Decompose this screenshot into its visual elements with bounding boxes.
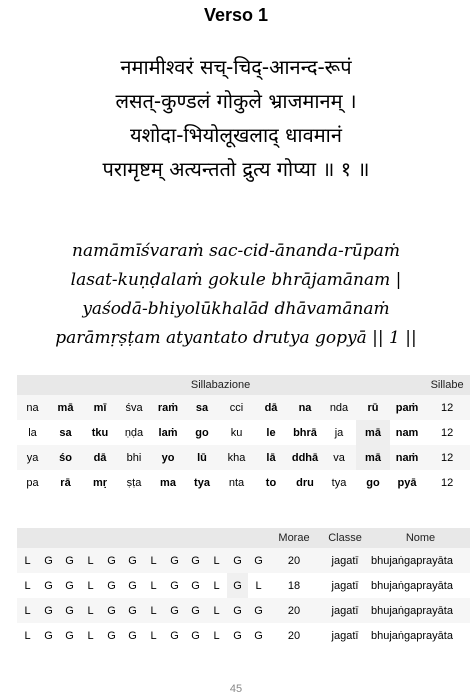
meter-pattern-cell: G (185, 623, 206, 648)
meter-pattern-cell: G (248, 548, 269, 573)
syllable-cell: śo (48, 445, 83, 470)
meter-pattern-cell: G (227, 548, 248, 573)
meter-class-cell: jagatī (319, 598, 371, 623)
syllable-cell: mā (48, 395, 83, 420)
meter-pattern-cell: G (164, 623, 185, 648)
devanagari-line: यशोदा-भियोलूखलाद् धावमानं (130, 123, 342, 147)
meter-class-cell: jagatī (319, 623, 371, 648)
meter-pattern-cell: L (80, 548, 101, 573)
meter-pattern-cell: L (206, 598, 227, 623)
meter-pattern-cell: G (122, 623, 143, 648)
meter-pattern-cell: G (122, 548, 143, 573)
meter-pattern-cell: G (227, 573, 248, 598)
transliteration-line: parāmṛṣṭam atyantato drutya gopyā || 1 || (55, 328, 417, 348)
syllable-count-header: Sillabe (424, 375, 470, 395)
page-number: 45 (229, 683, 243, 695)
meter-pattern-cell: G (227, 598, 248, 623)
syllable-cell: nta (219, 470, 254, 495)
meter-morae-cell: 20 (269, 598, 319, 623)
meter-pattern-cell: L (17, 623, 38, 648)
meter-pattern-cell: L (80, 573, 101, 598)
syllable-cell: ddhā (288, 445, 322, 470)
meter-pattern-cell: L (143, 548, 164, 573)
syllable-cell: raṁ (151, 395, 185, 420)
meter-header-row (17, 528, 470, 548)
meter-name-cell: bhujaṅgaprayāta (371, 548, 470, 573)
syllabification-row (17, 470, 470, 495)
devanagari-line: लसत्-कुण्डलं गोकुले भ्राजमानम् । (115, 89, 357, 113)
transliteration-line: yaśodā-bhiyolūkhalād dhāvamānaṁ (82, 299, 390, 319)
meter-header-blank (17, 528, 269, 548)
name-header: Nome (371, 528, 470, 548)
syllable-cell: mā (356, 420, 390, 445)
syllable-cell: tku (83, 420, 117, 445)
syllable-cell: rā (48, 470, 83, 495)
meter-class-cell: jagatī (319, 548, 371, 573)
syllable-cell: ya (17, 445, 48, 470)
syllable-cell: dru (288, 470, 322, 495)
meter-pattern-cell: L (143, 598, 164, 623)
syllable-cell: le (254, 420, 288, 445)
meter-pattern-cell: G (38, 623, 59, 648)
devanagari-line: नमामीश्वरं सच्-चिद्-आनन्द-रूपं (120, 55, 352, 79)
meter-name-cell: bhujaṅgaprayāta (371, 623, 470, 648)
syllable-cell: śva (117, 395, 151, 420)
meter-pattern-cell: G (122, 573, 143, 598)
syllable-cell: pa (17, 470, 48, 495)
syllable-cell: to (254, 470, 288, 495)
meter-pattern-cell: L (80, 623, 101, 648)
syllable-cell: bhrā (288, 420, 322, 445)
meter-pattern-cell: G (185, 598, 206, 623)
transliteration-line: namāmīśvaraṁ sac-cid-ānanda-rūpaṁ (72, 241, 400, 261)
syllable-cell: va (322, 445, 356, 470)
syllable-cell: tya (322, 470, 356, 495)
meter-pattern-cell: G (185, 573, 206, 598)
syllable-cell: pyā (390, 470, 424, 495)
meter-row (17, 598, 470, 623)
meter-pattern-cell: L (17, 573, 38, 598)
meter-pattern-cell: L (143, 573, 164, 598)
syllable-cell: laṁ (151, 420, 185, 445)
meter-pattern-cell: G (185, 548, 206, 573)
syllable-count-cell: 12 (424, 395, 470, 420)
meter-morae-cell: 18 (269, 573, 319, 598)
syllable-cell: cci (219, 395, 254, 420)
meter-pattern-cell: G (164, 598, 185, 623)
meter-pattern-cell: G (38, 598, 59, 623)
meter-row (17, 548, 470, 573)
verse-title: Verso 1 (203, 5, 269, 25)
syllabification-table (17, 375, 470, 495)
meter-row (17, 573, 470, 598)
syllable-cell: mī (83, 395, 117, 420)
meter-pattern-cell: L (17, 548, 38, 573)
meter-pattern-cell: G (227, 623, 248, 648)
meter-pattern-cell: G (122, 598, 143, 623)
meter-pattern-cell: G (101, 623, 122, 648)
syllable-cell: la (17, 420, 48, 445)
transliteration-line: lasat-kuṇḍalaṁ gokule bhrājamānam | (70, 270, 402, 290)
meter-name-cell: bhujaṅgaprayāta (371, 598, 470, 623)
meter-pattern-cell: G (164, 573, 185, 598)
transliteration-verse (0, 237, 472, 353)
syllabification-header-row (17, 375, 470, 395)
morae-header: Morae (269, 528, 319, 548)
meter-table (17, 528, 470, 648)
meter-pattern-cell: G (101, 548, 122, 573)
syllable-cell: go (356, 470, 390, 495)
meter-morae-cell: 20 (269, 548, 319, 573)
syllable-cell: na (288, 395, 322, 420)
meter-pattern-cell: G (248, 623, 269, 648)
meter-pattern-cell: L (17, 598, 38, 623)
syllable-cell: rū (356, 395, 390, 420)
syllable-cell: go (185, 420, 219, 445)
syllabification-header: Sillabazione (17, 375, 424, 395)
syllable-cell: ma (151, 470, 185, 495)
syllable-cell: lū (185, 445, 219, 470)
meter-pattern-cell: L (80, 598, 101, 623)
syllable-cell: paṁ (390, 395, 424, 420)
meter-pattern-cell: L (143, 623, 164, 648)
syllabification-row (17, 445, 470, 470)
meter-pattern-cell: G (59, 548, 80, 573)
meter-pattern-cell: L (206, 623, 227, 648)
syllable-cell: sa (185, 395, 219, 420)
syllable-cell: bhi (117, 445, 151, 470)
syllable-cell: mā (356, 445, 390, 470)
meter-pattern-cell: G (164, 548, 185, 573)
meter-morae-cell: 20 (269, 623, 319, 648)
syllable-cell: ṣṭa (117, 470, 151, 495)
syllable-cell: dā (83, 445, 117, 470)
meter-pattern-cell: G (59, 573, 80, 598)
syllable-count-cell: 12 (424, 445, 470, 470)
syllable-cell: lā (254, 445, 288, 470)
devanagari-line: परामृष्टम् अत्यन्ततो द्रुत्य गोप्या ॥ १ ॥ (102, 157, 370, 181)
meter-row (17, 623, 470, 648)
syllabification-row (17, 395, 470, 420)
syllable-cell: mṛ (83, 470, 117, 495)
meter-pattern-cell: L (206, 548, 227, 573)
meter-pattern-cell: G (101, 598, 122, 623)
syllable-count-cell: 12 (424, 420, 470, 445)
meter-name-cell: bhujaṅgaprayāta (371, 573, 470, 598)
class-header: Classe (319, 528, 371, 548)
syllable-cell: dā (254, 395, 288, 420)
syllable-cell: nda (322, 395, 356, 420)
syllable-cell: na (17, 395, 48, 420)
syllable-cell: nam (390, 420, 424, 445)
meter-class-cell: jagatī (319, 573, 371, 598)
meter-pattern-cell: L (206, 573, 227, 598)
meter-pattern-cell: G (248, 598, 269, 623)
syllable-cell: ṇḍa (117, 420, 151, 445)
syllable-cell: yo (151, 445, 185, 470)
syllable-cell: sa (48, 420, 83, 445)
syllable-cell: tya (185, 470, 219, 495)
syllable-cell: ja (322, 420, 356, 445)
syllable-cell: ku (219, 420, 254, 445)
meter-pattern-cell: G (59, 598, 80, 623)
meter-pattern-cell: G (101, 573, 122, 598)
meter-pattern-cell: L (248, 573, 269, 598)
syllable-cell: kha (219, 445, 254, 470)
syllable-count-cell: 12 (424, 470, 470, 495)
meter-pattern-cell: G (59, 623, 80, 648)
meter-pattern-cell: G (38, 548, 59, 573)
devanagari-verse (0, 50, 472, 186)
syllable-cell: naṁ (390, 445, 424, 470)
meter-pattern-cell: G (38, 573, 59, 598)
syllabification-row (17, 420, 470, 445)
